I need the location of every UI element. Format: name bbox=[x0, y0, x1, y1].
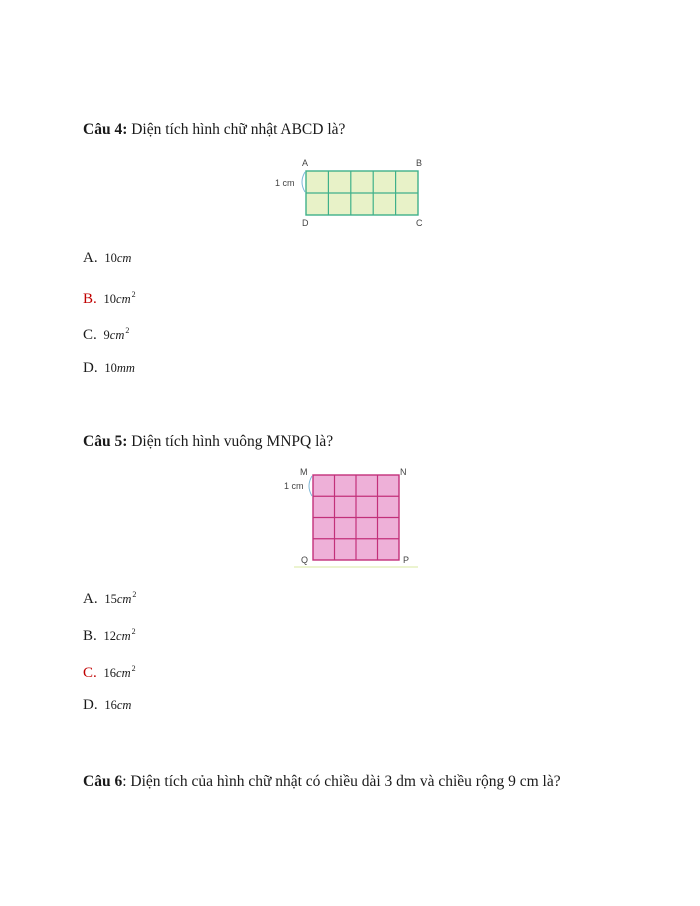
q5-option-a[interactable] bbox=[83, 585, 136, 609]
vertex-c: C bbox=[416, 218, 423, 228]
option-letter: C. bbox=[83, 665, 97, 681]
option-unit: cm bbox=[116, 629, 131, 643]
question-4-label: Câu 4: bbox=[83, 121, 128, 138]
option-unit: cm bbox=[116, 251, 132, 265]
option-exponent: 2 bbox=[131, 290, 136, 299]
vertex-a: A bbox=[302, 158, 309, 168]
rectangle-abcd-svg bbox=[270, 155, 430, 230]
option-letter: D. bbox=[83, 697, 98, 713]
vertex-p: P bbox=[403, 555, 410, 565]
scale-label-4: 1 cm bbox=[275, 178, 295, 188]
option-exponent: 2 bbox=[131, 664, 136, 673]
option-letter: B. bbox=[83, 628, 97, 644]
option-value: 15 bbox=[104, 592, 117, 606]
q5-option-d[interactable] bbox=[83, 695, 131, 715]
option-value: 10 bbox=[104, 361, 117, 375]
option-unit: cm bbox=[116, 292, 131, 306]
scale-brace bbox=[302, 172, 305, 192]
question-6-label: Câu 6 bbox=[83, 773, 123, 790]
question-5-label: Câu 5: bbox=[83, 433, 128, 450]
q5-option-b[interactable] bbox=[83, 622, 136, 646]
option-value: 10 bbox=[103, 292, 117, 306]
option-value: 16 bbox=[103, 666, 117, 680]
vertex-n: N bbox=[400, 467, 407, 477]
q4-option-c[interactable] bbox=[83, 321, 129, 345]
vertex-m: M bbox=[300, 467, 308, 477]
question-4 bbox=[83, 120, 345, 140]
question-5 bbox=[83, 432, 333, 452]
square-mnpq-svg bbox=[280, 463, 425, 571]
vertex-b: B bbox=[416, 158, 423, 168]
square-mnpq-figure bbox=[280, 463, 425, 571]
scale-brace bbox=[309, 476, 312, 496]
question-4-text: Diện tích hình chữ nhật ABCD là? bbox=[127, 121, 346, 138]
option-value: 12 bbox=[103, 629, 117, 643]
option-value: 9 bbox=[103, 328, 110, 342]
scale-label-5: 1 cm bbox=[284, 481, 304, 491]
vertex-q: Q bbox=[301, 555, 309, 565]
option-unit: cm bbox=[116, 592, 132, 606]
option-exponent: 2 bbox=[131, 627, 136, 636]
option-unit: cm bbox=[116, 666, 131, 680]
option-letter: C. bbox=[83, 327, 97, 343]
option-letter: A. bbox=[83, 250, 98, 266]
rectangle-abcd-figure bbox=[270, 155, 430, 230]
vertex-d: D bbox=[302, 218, 309, 228]
option-letter: A. bbox=[83, 591, 98, 607]
option-unit: cm bbox=[116, 698, 132, 712]
option-exponent: 2 bbox=[125, 326, 130, 335]
question-5-text: Diện tích hình vuông MNPQ là? bbox=[127, 433, 334, 450]
option-letter: B. bbox=[83, 291, 97, 307]
option-unit: mm bbox=[116, 361, 135, 375]
question-6-text: : Diện tích của hình chữ nhật có chiều dài 3 dm và chiều rộng 9 cm là? bbox=[122, 773, 561, 790]
option-exponent: 2 bbox=[132, 590, 137, 599]
q4-option-d[interactable] bbox=[83, 358, 135, 378]
option-value: 10 bbox=[104, 251, 117, 265]
option-value: 16 bbox=[104, 698, 117, 712]
q5-option-c[interactable] bbox=[83, 659, 136, 683]
question-6 bbox=[83, 772, 561, 792]
q4-option-a[interactable] bbox=[83, 248, 131, 268]
option-letter: D. bbox=[83, 360, 98, 376]
option-unit: cm bbox=[109, 328, 125, 342]
q4-option-b[interactable] bbox=[83, 285, 136, 309]
